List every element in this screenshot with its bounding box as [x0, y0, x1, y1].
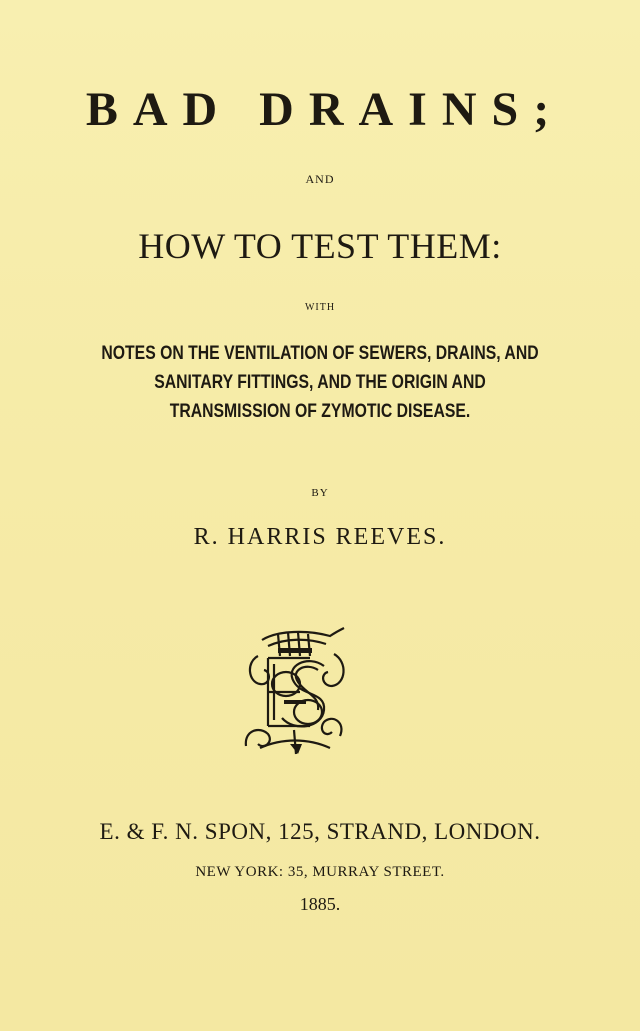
connector-with: WITH — [304, 302, 336, 313]
author-name: R. HARRIS REEVES. — [193, 524, 447, 550]
notes-line-1: NOTES ON THE VENTILATION OF SEWERS, DRAINS, AND — [101, 343, 539, 364]
new-york-address: NEW YORK: 35, MURRAY STREET. — [195, 864, 445, 880]
notes-line-3: TRANSMISSION OF ZYMOTIC DISEASE. — [169, 401, 471, 422]
book-subtitle: HOW TO TEST THEM: — [138, 226, 502, 266]
publisher-monogram-icon — [238, 626, 348, 756]
connector-by: BY — [311, 487, 329, 499]
connector-and: AND — [305, 172, 335, 186]
publisher-line: E. & F. N. SPON, 125, STRAND, LONDON. — [99, 819, 541, 844]
publication-year: 1885. — [299, 894, 341, 914]
notes-line-2: SANITARY FITTINGS, AND THE ORIGIN AND — [154, 372, 486, 393]
book-title: BAD DRAINS; — [85, 83, 565, 136]
